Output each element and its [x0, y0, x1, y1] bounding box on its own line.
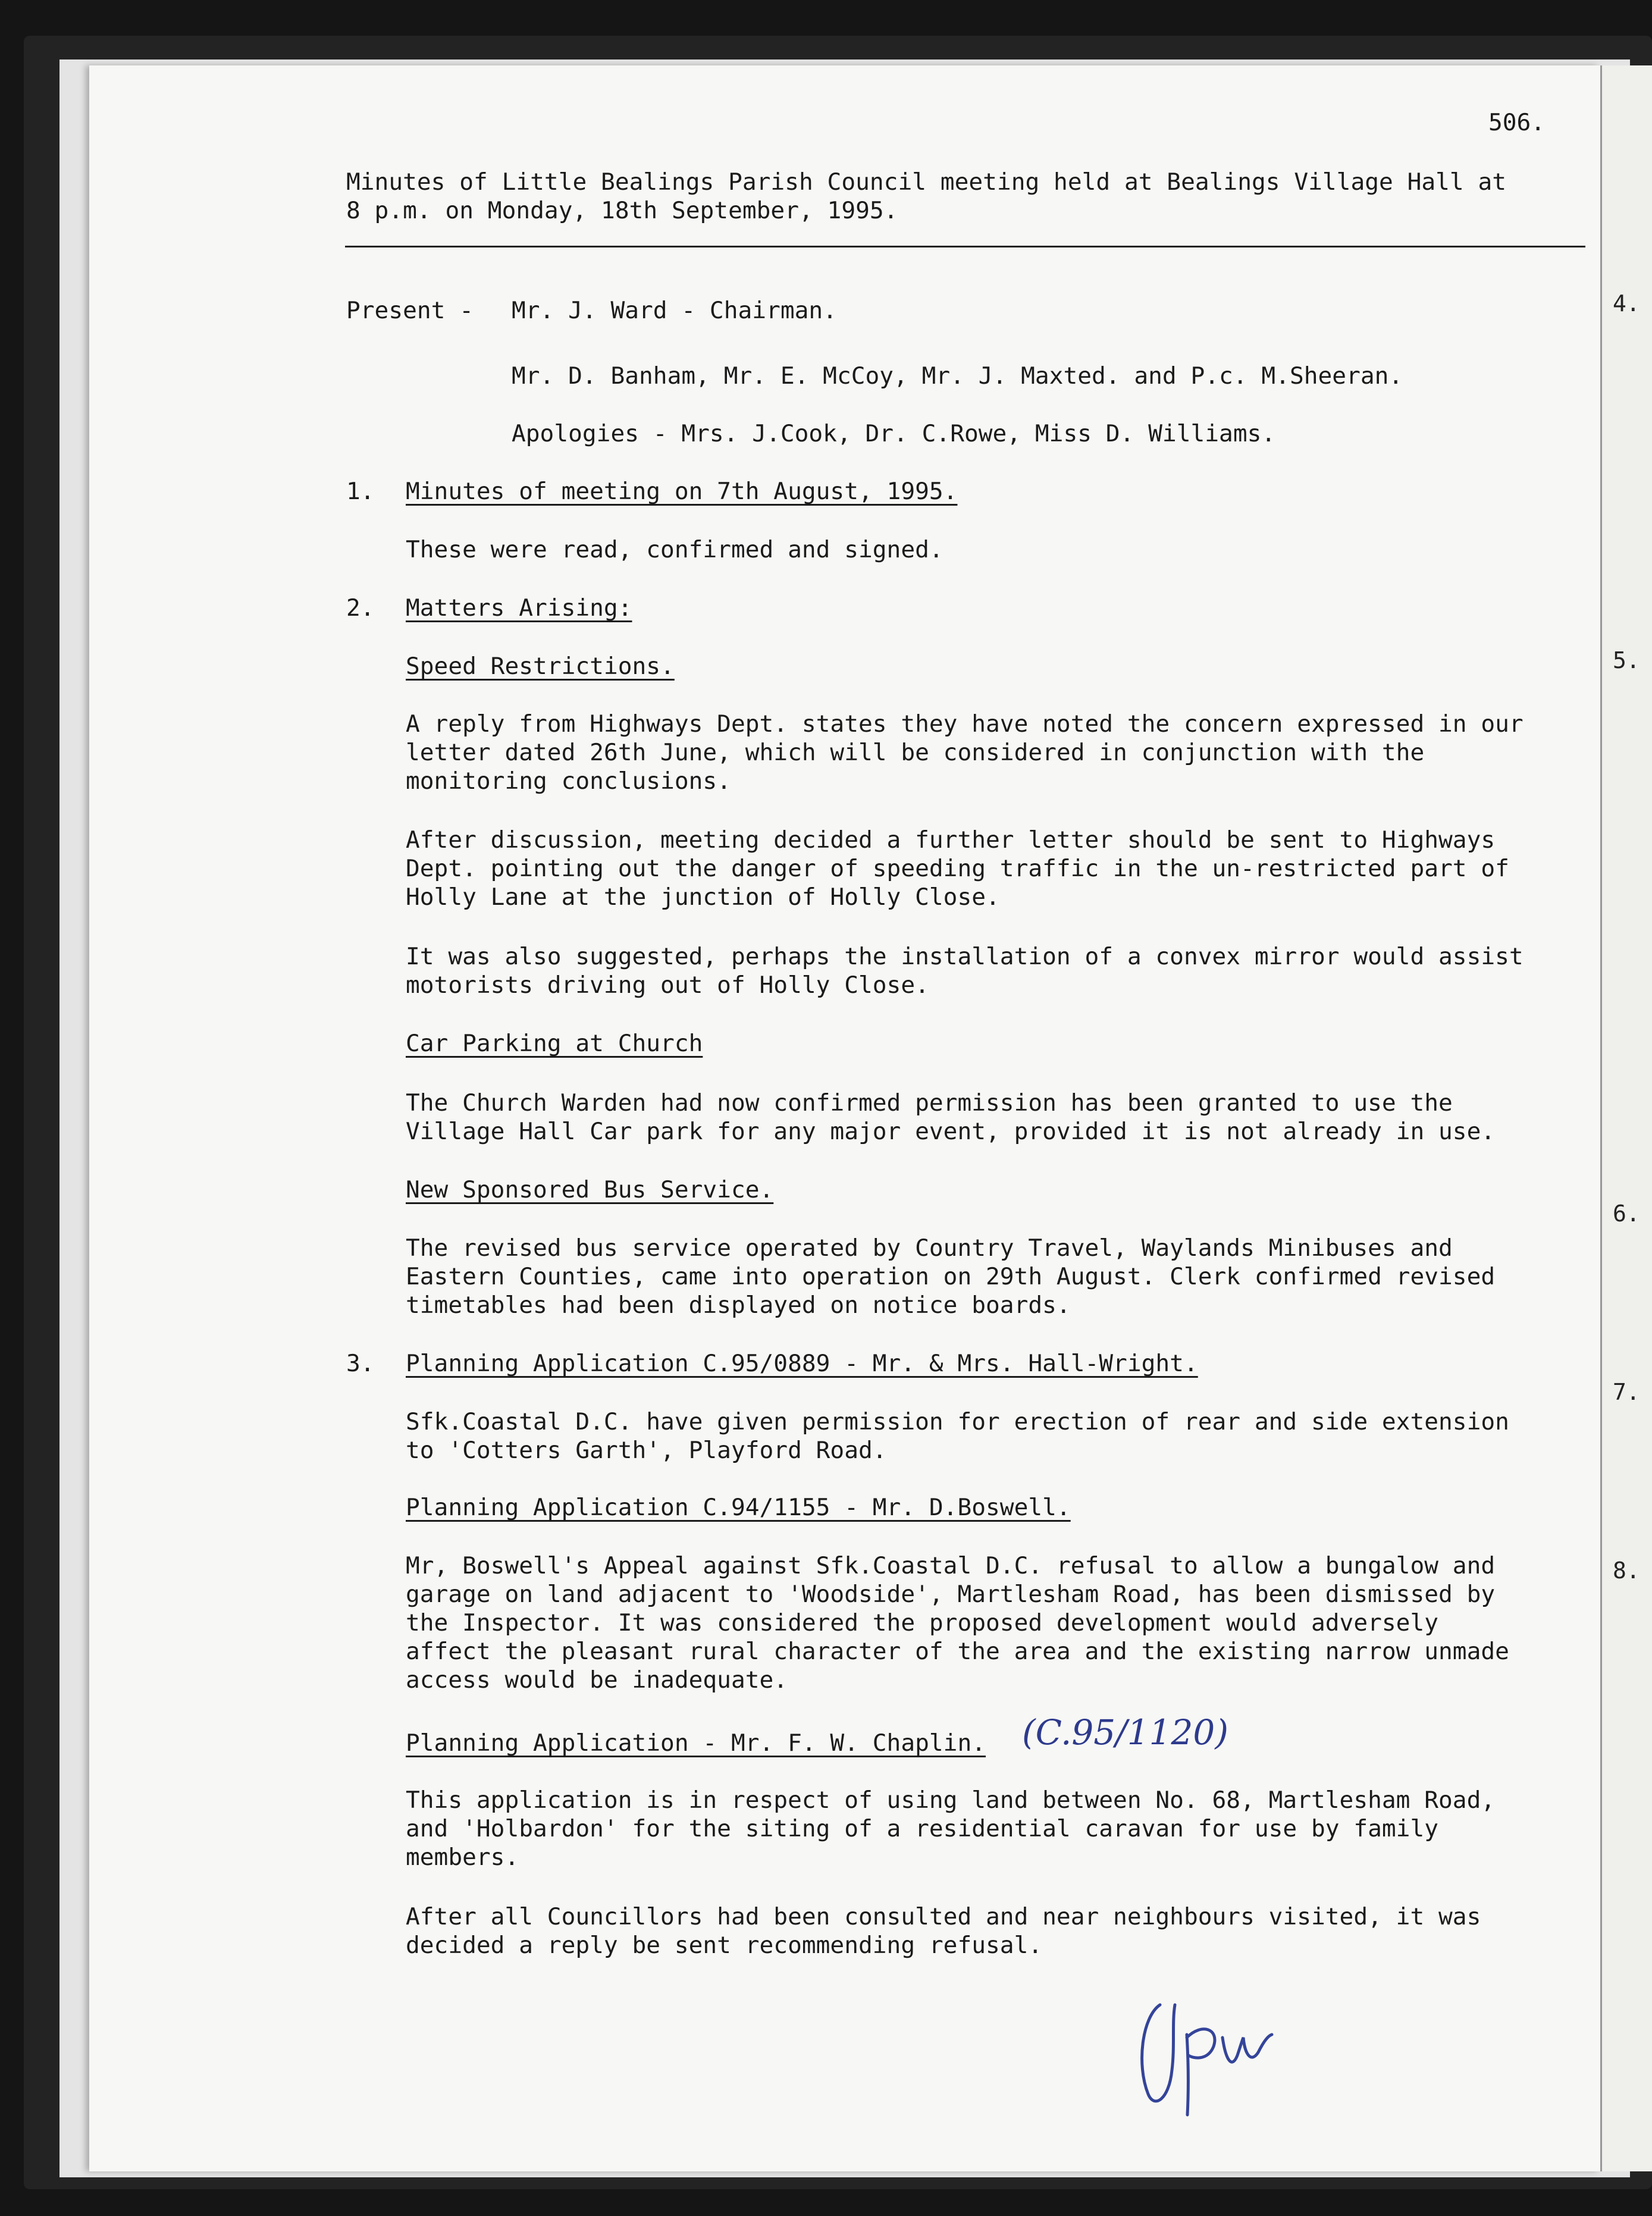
- paragraph-line: The revised bus service operated by Country Travel, Waylands Minibuses and: [406, 1234, 1453, 1262]
- page-number: 506.: [1488, 109, 1546, 136]
- chairman: Mr. J. Ward - Chairman.: [512, 297, 837, 324]
- paragraph-line: Dept. pointing out the danger of speeding traffic in the un-restricted part of: [406, 855, 1509, 882]
- paragraph-line: Sfk.Coastal D.C. have given permission for erection of rear and side extension: [406, 1408, 1509, 1435]
- paragraph-line: The Church Warden had now confirmed permission has been granted to use the: [406, 1089, 1453, 1117]
- adjacent-page-number: 6.: [1613, 1201, 1640, 1227]
- item-number: 2.: [346, 594, 375, 622]
- adjacent-page-number: 8.: [1613, 1557, 1640, 1584]
- minutes-document: [89, 65, 1600, 2171]
- paragraph-line: Eastern Counties, came into operation on 29th August. Clerk confirmed revised: [406, 1263, 1496, 1290]
- paragraph-line: affect the pleasant rural character of the area and the existing narrow unmade: [406, 1638, 1509, 1665]
- subheading: Car Parking at Church: [406, 1030, 703, 1057]
- paragraph-line: Holly Lane at the junction of Holly Close.: [406, 883, 1000, 911]
- paragraph-line: and 'Holbardon' for the siting of a residential caravan for use by family: [406, 1815, 1439, 1842]
- members-present: Mr. D. Banham, Mr. E. McCoy, Mr. J. Maxted. and P.c. M.Sheeran.: [512, 362, 1403, 390]
- paragraph-line: members.: [406, 1844, 519, 1871]
- paragraph-line: Mr, Boswell's Appeal against Sfk.Coastal D.C. refusal to allow a bungalow and: [406, 1552, 1496, 1579]
- adjacent-page-strip: [1600, 65, 1652, 2171]
- paragraph-line: timetables had been displayed on notice boards.: [406, 1292, 1071, 1319]
- paragraph-line: to 'Cotters Garth', Playford Road.: [406, 1437, 887, 1464]
- paragraph-line: A reply from Highways Dept. states they have noted the concern expressed in our: [406, 710, 1524, 738]
- paragraph-line: After all Councillors had been consulted and near neighbours visited, it was: [406, 1903, 1481, 1930]
- document-page: [89, 65, 1600, 2171]
- paragraph-line: monitoring conclusions.: [406, 767, 731, 795]
- item-heading: Planning Application C.95/0889 - Mr. & Mrs. Hall-Wright.: [406, 1350, 1198, 1377]
- apologies: Apologies - Mrs. J.Cook, Dr. C.Rowe, Miss D. Williams.: [512, 420, 1276, 447]
- subheading: New Sponsored Bus Service.: [406, 1176, 774, 1203]
- document-title-line: Minutes of Little Bealings Parish Council meeting held at Bealings Village Hall at: [346, 168, 1507, 196]
- signature-initials: [1118, 1981, 1315, 2118]
- paragraph-line: This application is in respect of using land between No. 68, Martlesham Road,: [406, 1786, 1496, 1814]
- present-label: Present -: [346, 297, 474, 324]
- subheading: Speed Restrictions.: [406, 653, 675, 680]
- item-heading: Minutes of meeting on 7th August, 1995.: [406, 478, 958, 505]
- title-rule: [345, 246, 1585, 247]
- paragraph-line: letter dated 26th June, which will be considered in conjunction with the: [406, 739, 1425, 766]
- paragraph-line: It was also suggested, perhaps the installation of a convex mirror would assist: [406, 943, 1524, 970]
- item-number: 3.: [346, 1350, 375, 1377]
- subheading: Planning Application C.94/1155 - Mr. D.Boswell.: [406, 1494, 1071, 1521]
- handwritten-reference: (C.95/1120): [1022, 1712, 1228, 1753]
- document-title-line: 8 p.m. on Monday, 18th September, 1995.: [346, 197, 898, 224]
- item-text: These were read, confirmed and signed.: [406, 536, 943, 563]
- paragraph-line: Village Hall Car park for any major event, provided it is not already in use.: [406, 1118, 1496, 1145]
- item-heading: Matters Arising:: [406, 594, 632, 622]
- paragraph-line: the Inspector. It was considered the proposed development would adversely: [406, 1609, 1439, 1637]
- adjacent-page-number: 5.: [1613, 647, 1640, 673]
- subheading: Planning Application - Mr. F. W. Chaplin.: [406, 1729, 986, 1757]
- paragraph-line: garage on land adjacent to 'Woodside', Martlesham Road, has been dismissed by: [406, 1581, 1496, 1608]
- item-number: 1.: [346, 478, 375, 505]
- paragraph-line: After discussion, meeting decided a further letter should be sent to Highways: [406, 826, 1496, 854]
- paragraph-line: access would be inadequate.: [406, 1666, 788, 1694]
- adjacent-page-number: 4.: [1613, 290, 1640, 316]
- paragraph-line: decided a reply be sent recommending refusal.: [406, 1932, 1043, 1959]
- paragraph-line: motorists driving out of Holly Close.: [406, 971, 929, 999]
- adjacent-page-number: 7.: [1613, 1379, 1640, 1405]
